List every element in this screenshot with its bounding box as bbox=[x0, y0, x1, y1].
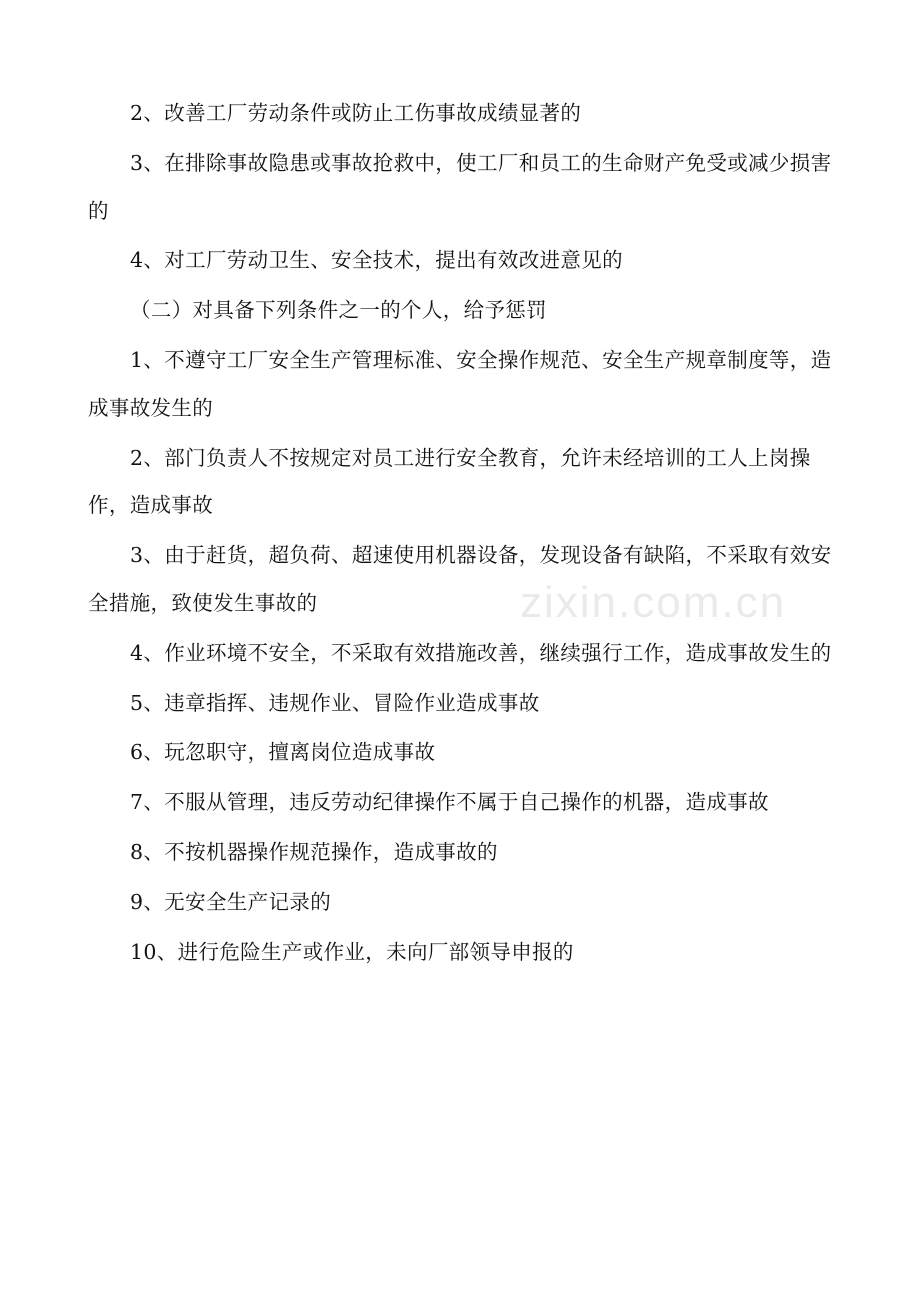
section-heading-penalty: （二）对具备下列条件之一的个人，给予惩罚 bbox=[130, 298, 547, 323]
paragraph-penalty-9: 9、无安全生产记录的 bbox=[130, 889, 332, 914]
paragraph-penalty-10: 10、进行危险生产或作业，未向厂部领导申报的 bbox=[130, 939, 574, 964]
paragraph-penalty-6: 6、玩忽职守，擅离岗位造成事故 bbox=[130, 740, 436, 765]
document-body bbox=[88, 90, 836, 978]
watermark-text: zixin.com.cn bbox=[520, 578, 787, 627]
paragraph-penalty-5: 5、违章指挥、违规作业、冒险作业造成事故 bbox=[130, 690, 540, 715]
paragraph-penalty-4: 4、作业环境不安全，不采取有效措施改善，继续强行工作，造成事故发生的 bbox=[130, 640, 832, 665]
paragraph-reward-3: 3、在排除事故隐患或事故抢救中，使工厂和员工的生命财产免受或减少损害的 bbox=[88, 150, 832, 223]
paragraph-penalty-2: 2、部门负责人不按规定对员工进行安全教育，允许未经培训的工人上岗操作，造成事故 bbox=[88, 445, 811, 518]
paragraph-reward-4: 4、对工厂劳动卫生、安全技术，提出有效改进意见的 bbox=[130, 248, 623, 273]
paragraph-penalty-1: 1、不遵守工厂安全生产管理标准、安全操作规范、安全生产规章制度等，造成事故发生的 bbox=[88, 347, 832, 420]
paragraph-reward-2: 2、改善工厂劳动条件或防止工伤事故成绩显著的 bbox=[130, 101, 582, 125]
paragraph-penalty-7: 7、不服从管理，违反劳动纪律操作不属于自己操作的机器，造成事故 bbox=[130, 790, 769, 815]
paragraph-penalty-3: 3、由于赶货，超负荷、超速使用机器设备，发现设备有缺陷，不采取有效安全措施，致使发生事故的 bbox=[88, 543, 832, 615]
paragraph-penalty-8: 8、不按机器操作规范操作，造成事故的 bbox=[130, 839, 498, 864]
